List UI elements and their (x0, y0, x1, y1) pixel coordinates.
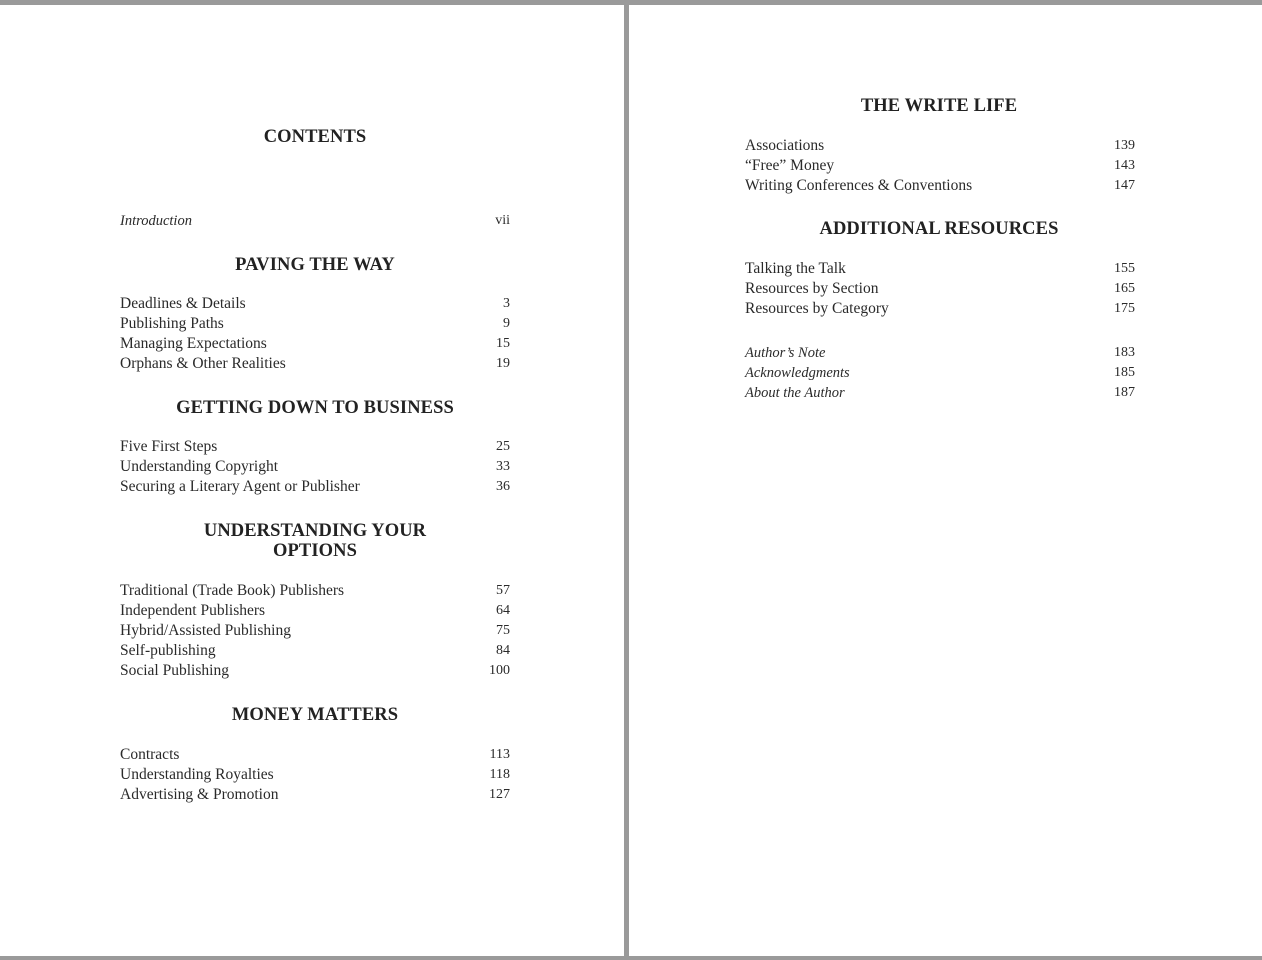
toc-entry-acknowledgments[interactable] (745, 363, 1135, 383)
toc-entry-title: Associations (745, 137, 825, 154)
toc-entry[interactable] (745, 136, 1135, 156)
toc-entry-page: 57 (496, 583, 510, 598)
toc-entry-title: Acknowledgments (745, 365, 850, 381)
toc-entry-about-the-author[interactable] (745, 383, 1135, 403)
toc-entry-title: Introduction (120, 213, 192, 229)
toc-entry-title: Publishing Paths (120, 315, 224, 332)
toc-entry-title: Social Publishing (120, 662, 229, 679)
toc-entry[interactable] (120, 314, 510, 334)
toc-entry-page: 139 (1114, 138, 1135, 153)
section-heading-the-write-life: THE WRITE LIFE (860, 96, 1018, 116)
section-heading-additional-resources: ADDITIONAL RESOURCES (819, 219, 1059, 239)
toc-entry-title: Resources by Section (745, 280, 879, 297)
toc-entry[interactable] (120, 354, 510, 374)
toc-entry-page: 147 (1114, 178, 1135, 193)
toc-entry-page: 175 (1114, 301, 1135, 316)
toc-entry-page: 127 (489, 787, 510, 802)
toc-entry-authors-note[interactable] (745, 343, 1135, 363)
toc-entry-page: 64 (496, 603, 510, 618)
toc-entry-page: 185 (1114, 365, 1135, 380)
toc-entry[interactable] (745, 156, 1135, 176)
toc-entry-page: 9 (503, 316, 510, 331)
toc-entry[interactable] (745, 299, 1135, 319)
toc-entry-page: 143 (1114, 158, 1135, 173)
toc-entry[interactable] (120, 437, 510, 457)
toc-entry-title: Author’s Note (745, 345, 826, 361)
toc-entry-page: 183 (1114, 345, 1135, 360)
toc-entry-title: Securing a Literary Agent or Publisher (120, 478, 360, 495)
toc-entry[interactable] (120, 641, 510, 661)
toc-entry-page: 33 (496, 459, 510, 474)
toc-entry-page: 36 (496, 479, 510, 494)
toc-entry[interactable] (120, 477, 510, 497)
toc-entry-page: 100 (489, 663, 510, 678)
toc-entry[interactable] (745, 259, 1135, 279)
toc-entry-page: 187 (1114, 385, 1135, 400)
toc-entry-title: Deadlines & Details (120, 295, 246, 312)
right-page (629, 5, 1262, 956)
left-page (0, 5, 624, 956)
toc-entry-title: Self-publishing (120, 642, 216, 659)
toc-entry[interactable] (120, 294, 510, 314)
toc-entry-title: Independent Publishers (120, 602, 266, 619)
toc-entry-page: 15 (496, 336, 510, 351)
toc-entry-page: 3 (503, 296, 510, 311)
section-heading-paving-the-way: PAVING THE WAY (235, 255, 395, 275)
toc-entry-page: 75 (496, 623, 510, 638)
toc-entry[interactable] (120, 334, 510, 354)
contents-title: CONTENTS (263, 127, 367, 147)
toc-entry-title: Managing Expectations (120, 335, 267, 352)
toc-entry-page: 155 (1114, 261, 1135, 276)
toc-entry-title: Talking the Talk (745, 260, 846, 277)
toc-entry-page: 113 (489, 747, 510, 762)
toc-entry[interactable] (120, 785, 510, 805)
toc-entry-title: Five First Steps (120, 438, 218, 455)
toc-entry-page: 25 (496, 439, 510, 454)
toc-entry-introduction[interactable] (120, 211, 510, 231)
toc-entry-title: Understanding Royalties (120, 766, 274, 783)
toc-entry[interactable] (120, 745, 510, 765)
toc-entry[interactable] (120, 765, 510, 785)
toc-entry[interactable] (120, 661, 510, 681)
section-heading-understanding-your-options-line2: OPTIONS (273, 541, 357, 561)
toc-entry-title: Understanding Copyright (120, 458, 278, 475)
toc-entry[interactable] (745, 279, 1135, 299)
toc-entry-page: 118 (489, 767, 510, 782)
toc-entry-page: vii (495, 213, 510, 228)
section-heading-understanding-your-options-line1: UNDERSTANDING YOUR (203, 521, 427, 541)
toc-entry-title: Contracts (120, 746, 180, 763)
toc-entry-page: 19 (496, 356, 510, 371)
toc-entry-title: About the Author (745, 385, 845, 401)
toc-entry-page: 84 (496, 643, 510, 658)
toc-entry[interactable] (120, 601, 510, 621)
toc-entry-title: Orphans & Other Realities (120, 355, 286, 372)
toc-entry-title: Resources by Category (745, 300, 889, 317)
toc-entry[interactable] (120, 621, 510, 641)
toc-entry-title: Hybrid/Assisted Publishing (120, 622, 291, 639)
toc-entry-title: Writing Conferences & Conventions (745, 177, 973, 194)
toc-entry-title: Advertising & Promotion (120, 786, 279, 803)
section-heading-money-matters: MONEY MATTERS (231, 705, 399, 725)
toc-entry[interactable] (120, 581, 510, 601)
toc-entry[interactable] (120, 457, 510, 477)
toc-entry[interactable] (745, 176, 1135, 196)
toc-entry-page: 165 (1114, 281, 1135, 296)
toc-entry-title: Traditional (Trade Book) Publishers (120, 582, 345, 599)
section-heading-getting-down-to-business: GETTING DOWN TO BUSINESS (176, 398, 454, 418)
toc-entry-title: “Free” Money (745, 157, 835, 174)
